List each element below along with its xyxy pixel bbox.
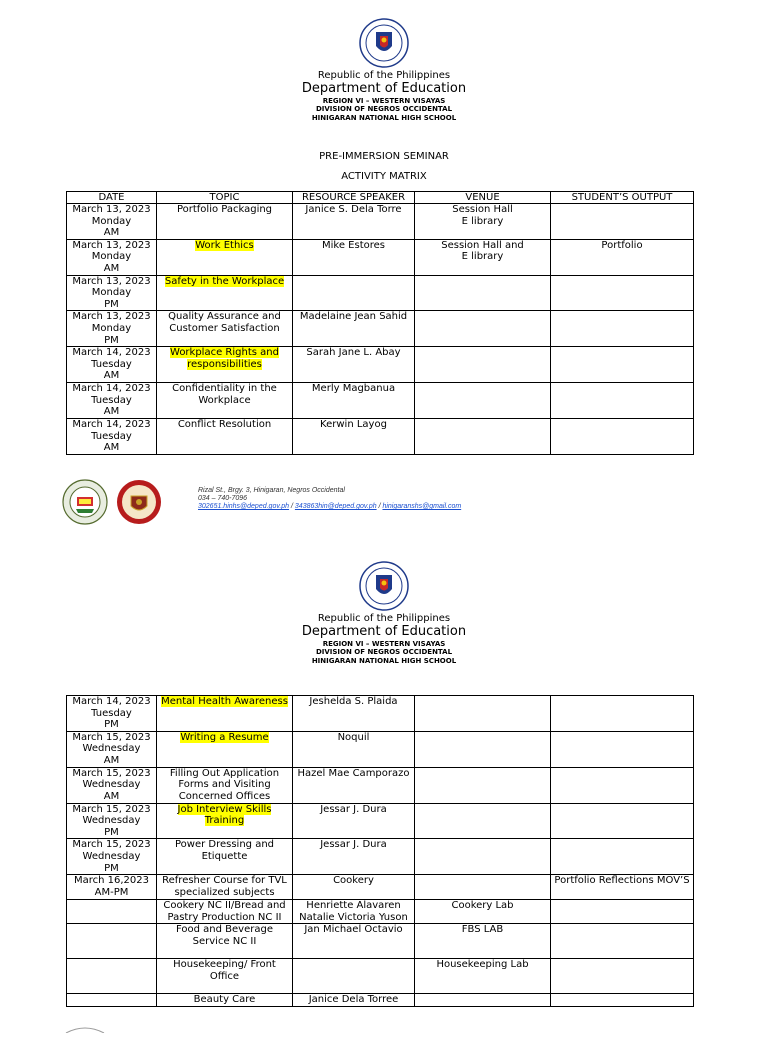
- cell-date: [67, 383, 157, 419]
- topic-text: Filling Out Application Forms and Visiting Concerned Offices: [169, 767, 280, 802]
- footer-contact: [198, 487, 461, 511]
- cell-topic: [157, 803, 293, 839]
- date-line: March 15, 2023: [72, 803, 151, 815]
- cell-output: [551, 767, 694, 803]
- cell-date: [67, 275, 157, 311]
- school-seal-icon: [62, 1018, 108, 1037]
- date-line: March 13, 2023: [72, 311, 151, 323]
- venue-line: Cookery Lab: [451, 900, 514, 912]
- table-row: [67, 803, 694, 839]
- date-line: AM: [103, 442, 120, 454]
- topic-text: Job Interview Skills Training: [177, 803, 272, 827]
- cell-speaker: Madelaine Jean Sahid: [293, 311, 415, 347]
- date-line: March 15, 2023: [72, 731, 151, 743]
- region-text: REGION VI – WESTERN VISAYAS: [322, 640, 446, 648]
- table-row: [67, 767, 694, 803]
- column-header-date: DATE: [67, 192, 157, 204]
- topic-text: Refresher Course for TVL specialized subjects: [162, 875, 287, 898]
- date-line: March 13, 2023: [72, 275, 151, 287]
- cell-date: [67, 204, 157, 240]
- cell-date: [67, 839, 157, 875]
- cell-speaker: Janice Dela Torree: [293, 994, 415, 1007]
- cell-topic: [157, 383, 293, 419]
- cell-speaker: Jessar J. Dura: [293, 803, 415, 839]
- venue-line: Housekeeping Lab: [436, 959, 529, 971]
- cell-speaker: Henriette Alavaren Natalie Victoria Yuson: [293, 900, 415, 924]
- venue-line: Session Hall: [452, 204, 513, 215]
- cell-date: [67, 900, 157, 924]
- table-header-row: [67, 192, 694, 204]
- department-title: Department of Education: [301, 81, 467, 96]
- cell-date: [67, 875, 157, 900]
- cell-output: [551, 383, 694, 419]
- cell-speaker: Hazel Mae Camporazo: [293, 767, 415, 803]
- department-title: Department of Education: [301, 624, 467, 639]
- cell-date: [67, 731, 157, 767]
- cell-date: [67, 803, 157, 839]
- cell-output: Portfolio Reflections MOV’S: [551, 875, 694, 900]
- republic-text: Republic of the Philippines: [317, 70, 451, 81]
- footer-email-link-2[interactable]: 343863hin@deped.gov.ph: [294, 503, 377, 510]
- cell-output: [551, 696, 694, 732]
- cell-venue: [415, 803, 551, 839]
- cell-output: [551, 959, 694, 994]
- table-row: [67, 959, 694, 994]
- topic-text: Conflict Resolution: [177, 419, 272, 431]
- activity-matrix-table: [66, 191, 694, 455]
- table-row: [67, 275, 694, 311]
- cell-venue: [415, 839, 551, 875]
- date-line: Wednesday: [82, 815, 141, 827]
- cell-venue: [415, 924, 551, 959]
- column-header-venue: VENUE: [415, 192, 551, 204]
- footer-separator: /: [376, 503, 383, 510]
- date-line: March 16,2023: [73, 875, 149, 887]
- table-row: [67, 839, 694, 875]
- cell-topic: [157, 767, 293, 803]
- topic-text: Mental Health Awareness: [161, 696, 288, 707]
- table-row: [67, 419, 694, 455]
- date-line: AM: [103, 790, 120, 802]
- shs-seal-icon: [116, 479, 162, 529]
- date-line: PM: [104, 298, 119, 310]
- date-line: Monday: [91, 215, 132, 227]
- venue-line: E library: [461, 251, 504, 263]
- cell-output: [551, 994, 694, 1007]
- school-seal-icon: [62, 479, 108, 529]
- cell-output: [551, 204, 694, 240]
- footer-email-link-3[interactable]: hinigaranshs@gmail.com: [382, 503, 462, 510]
- cell-date: [67, 924, 157, 959]
- cell-venue: [415, 311, 551, 347]
- date-line: March 15, 2023: [72, 767, 151, 779]
- cell-speaker: [293, 275, 415, 311]
- cell-date: [67, 419, 157, 455]
- topic-text: Workplace Rights and responsibilities: [170, 347, 279, 370]
- cell-speaker: Cookery: [293, 875, 415, 900]
- cell-venue: [415, 875, 551, 900]
- cell-speaker: Merly Magbanua: [293, 383, 415, 419]
- footer-email-link-1[interactable]: 302651.hinhs@deped.gov.ph: [198, 503, 290, 510]
- topic-text: Food and Beverage Service NC II: [176, 924, 273, 947]
- date-line: March 15, 2023: [72, 839, 151, 851]
- school-name: HINIGARAN NATIONAL HIGH SCHOOL: [311, 657, 457, 665]
- column-header-output: STUDENT’S OUTPUT: [551, 192, 694, 204]
- cell-topic: [157, 204, 293, 240]
- footer-separator: /: [289, 503, 295, 510]
- cell-venue: [415, 383, 551, 419]
- cell-speaker: Noquil: [293, 731, 415, 767]
- cell-date: [67, 311, 157, 347]
- cell-date: [67, 696, 157, 732]
- date-line: Monday: [91, 251, 132, 263]
- topic-text: Housekeeping/ Front Office: [173, 959, 276, 982]
- date-line: March 14, 2023: [72, 419, 151, 431]
- school-name: HINIGARAN NATIONAL HIGH SCHOOL: [311, 114, 457, 122]
- cell-venue: [415, 959, 551, 994]
- cell-output: [551, 839, 694, 875]
- division-text: DIVISION OF NEGROS OCCIDENTAL: [315, 648, 453, 656]
- cell-output: Portfolio: [551, 239, 694, 275]
- cell-output: [551, 924, 694, 959]
- date-line: AM: [103, 227, 120, 239]
- deped-seal-icon: [359, 561, 409, 611]
- cell-speaker: Jan Michael Octavio: [293, 924, 415, 959]
- cell-venue: [415, 767, 551, 803]
- date-line: PM: [104, 862, 119, 874]
- cell-speaker: Jeshelda S. Plaida: [293, 696, 415, 732]
- cell-topic: [157, 275, 293, 311]
- deped-seal-icon: [359, 18, 409, 68]
- date-line: Tuesday: [91, 707, 132, 719]
- date-line: March 14, 2023: [72, 383, 151, 395]
- cell-output: [551, 900, 694, 924]
- date-line: Tuesday: [91, 430, 132, 442]
- date-line: Wednesday: [82, 779, 141, 791]
- topic-text: Work Ethics: [195, 239, 254, 251]
- table-row: [67, 731, 694, 767]
- cell-venue: [415, 239, 551, 275]
- date-line: AM: [103, 370, 120, 382]
- topic-text: Confidentiality in the Workplace: [172, 383, 277, 406]
- column-header-speaker: RESOURCE SPEAKER: [293, 192, 415, 204]
- cell-topic: [157, 875, 293, 900]
- cell-venue: [415, 731, 551, 767]
- date-line: PM: [104, 826, 119, 838]
- cell-speaker: Mike Estores: [293, 239, 415, 275]
- cell-topic: [157, 959, 293, 994]
- topic-text: Cookery NC II/Bread and Pastry Production NC II: [163, 900, 286, 923]
- table-row: [67, 994, 694, 1007]
- cell-output: [551, 731, 694, 767]
- date-line: Monday: [91, 287, 132, 299]
- cell-date: [67, 959, 157, 994]
- republic-text: Republic of the Philippines: [317, 613, 451, 624]
- cell-venue: [415, 275, 551, 311]
- topic-text: Writing a Resume: [180, 731, 269, 743]
- cell-venue: [415, 347, 551, 383]
- table-row: [67, 875, 694, 900]
- topic-text: Safety in the Workplace: [164, 275, 285, 287]
- date-line: PM: [104, 334, 119, 346]
- table-row: [67, 347, 694, 383]
- date-line: AM: [103, 262, 120, 274]
- topic-text: Quality Assurance and Customer Satisfaction: [168, 311, 281, 334]
- cell-venue: [415, 204, 551, 240]
- date-line: PM: [104, 719, 119, 731]
- cell-speaker: Jessar J. Dura: [293, 839, 415, 875]
- cell-date: [67, 767, 157, 803]
- cell-date: [67, 239, 157, 275]
- table-row: [67, 383, 694, 419]
- cell-topic: [157, 924, 293, 959]
- date-line: Monday: [91, 322, 132, 334]
- date-line: Wednesday: [82, 743, 141, 755]
- document-title: PRE-IMMERSION SEMINAR: [319, 151, 449, 162]
- cell-output: [551, 347, 694, 383]
- date-line: March 14, 2023: [72, 696, 151, 707]
- date-line: Tuesday: [91, 358, 132, 370]
- table-row: [67, 239, 694, 275]
- venue-line: Session Hall and: [441, 239, 524, 251]
- cell-date: [67, 994, 157, 1007]
- table-row: [67, 900, 694, 924]
- topic-text: Portfolio Packaging: [176, 204, 273, 215]
- activity-matrix-table-continued: [66, 695, 694, 1007]
- date-line: Wednesday: [82, 850, 141, 862]
- cell-topic: [157, 900, 293, 924]
- cell-speaker: [293, 959, 415, 994]
- table-row: [67, 696, 694, 732]
- cell-output: [551, 419, 694, 455]
- cell-speaker: Sarah Jane L. Abay: [293, 347, 415, 383]
- cell-speaker: Janice S. Dela Torre: [293, 204, 415, 240]
- date-line: March 13, 2023: [72, 239, 151, 251]
- footer-phone: 034 – 740-7096: [198, 495, 248, 502]
- cell-topic: [157, 419, 293, 455]
- date-line: March 14, 2023: [72, 347, 151, 359]
- date-line: AM: [103, 406, 120, 418]
- date-line: Tuesday: [91, 394, 132, 406]
- cell-topic: [157, 696, 293, 732]
- cell-output: [551, 275, 694, 311]
- topic-text: Power Dressing and Etiquette: [174, 839, 275, 862]
- date-line: March 13, 2023: [72, 204, 151, 215]
- cell-output: [551, 803, 694, 839]
- table-row: [67, 204, 694, 240]
- table-row: [67, 311, 694, 347]
- cell-venue: [415, 994, 551, 1007]
- cell-topic: [157, 239, 293, 275]
- cell-topic: [157, 994, 293, 1007]
- footer-address: Rizal St., Brgy. 3, Hinigaran, Negros Occidental: [198, 487, 345, 494]
- venue-line: E library: [461, 215, 504, 227]
- cell-speaker: Kerwin Layog: [293, 419, 415, 455]
- cell-date: [67, 347, 157, 383]
- cell-output: [551, 311, 694, 347]
- topic-text: Beauty Care: [193, 994, 256, 1006]
- region-text: REGION VI – WESTERN VISAYAS: [322, 97, 446, 105]
- cell-topic: [157, 347, 293, 383]
- date-line: AM: [103, 754, 120, 766]
- cell-topic: [157, 731, 293, 767]
- cell-venue: [415, 696, 551, 732]
- date-line: AM-PM: [94, 886, 129, 898]
- cell-venue: [415, 419, 551, 455]
- cell-topic: [157, 311, 293, 347]
- cell-venue: [415, 900, 551, 924]
- table-row: [67, 924, 694, 959]
- division-text: DIVISION OF NEGROS OCCIDENTAL: [315, 105, 453, 113]
- venue-line: FBS LAB: [461, 924, 504, 936]
- cell-topic: [157, 839, 293, 875]
- document-subtitle: ACTIVITY MATRIX: [341, 171, 427, 182]
- column-header-topic: TOPIC: [157, 192, 293, 204]
